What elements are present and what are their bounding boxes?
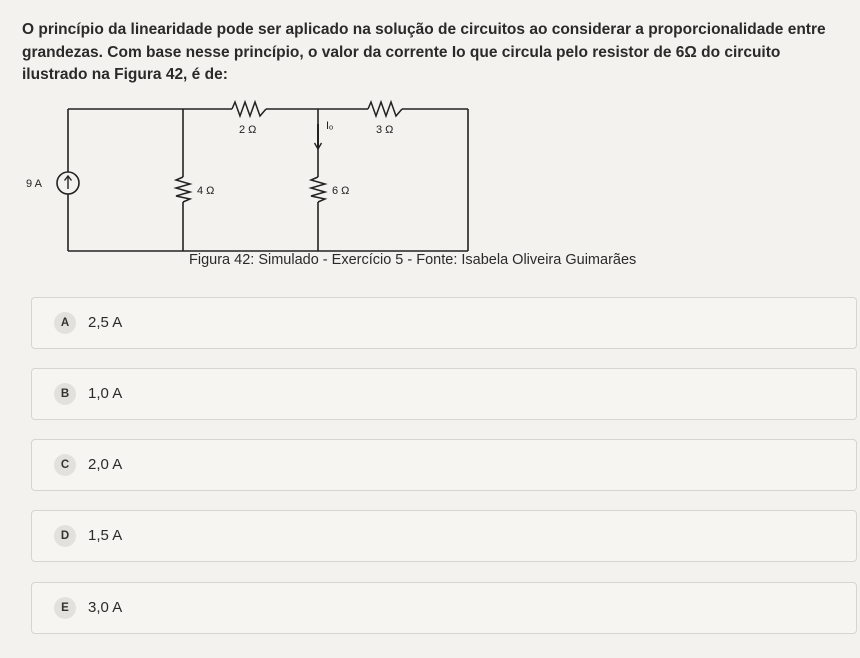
option-a[interactable] — [31, 297, 857, 349]
figure-caption: Figura 42: Simulado - Exercício 5 - Fonte: Isabela Oliveira Guimarães — [189, 252, 637, 268]
resistor-6-ohm — [311, 177, 325, 202]
option-text: 2,0 A — [88, 456, 123, 473]
current-label: Iₒ — [326, 120, 334, 132]
option-letter-badge: E — [54, 597, 76, 619]
option-text: 1,0 A — [88, 385, 123, 402]
question-text — [22, 19, 842, 87]
option-text: 1,5 A — [88, 527, 123, 544]
source-label: 9 A — [26, 178, 42, 190]
option-letter-badge: B — [54, 383, 76, 405]
resistor-2-ohm — [232, 102, 266, 116]
option-b[interactable] — [31, 368, 857, 420]
resistor-label-2-ohm: 2 Ω — [239, 124, 257, 136]
question-line: ilustrado na Figura 42, é de: — [22, 66, 228, 83]
resistor-3-ohm — [368, 102, 402, 116]
question-line: grandezas. Com base nesse princípio, o valor da corrente Io que circula pelo resistor de 6Ω do circuito — [22, 43, 781, 61]
question-line: O princípio da linearidade pode ser aplicado na solução de circuitos ao considerar a proporcionalidade entre — [22, 21, 826, 38]
option-text: 3,0 A — [88, 599, 123, 616]
option-text: 2,5 A — [88, 314, 123, 331]
resistor-4-ohm — [176, 177, 190, 202]
option-e[interactable] — [31, 582, 857, 634]
resistor-label-4-ohm: 4 Ω — [197, 185, 215, 197]
option-d[interactable] — [31, 510, 857, 562]
option-c[interactable] — [31, 439, 857, 491]
resistor-label-6-ohm: 6 Ω — [332, 185, 350, 197]
option-letter-badge: C — [54, 454, 76, 476]
circuit-figure — [20, 92, 480, 260]
option-letter-badge: D — [54, 525, 76, 547]
option-letter-badge: A — [54, 312, 76, 334]
current-arrow-icon — [315, 124, 322, 149]
resistor-label-3-ohm: 3 Ω — [376, 124, 394, 136]
circuit-diagram — [20, 92, 480, 260]
